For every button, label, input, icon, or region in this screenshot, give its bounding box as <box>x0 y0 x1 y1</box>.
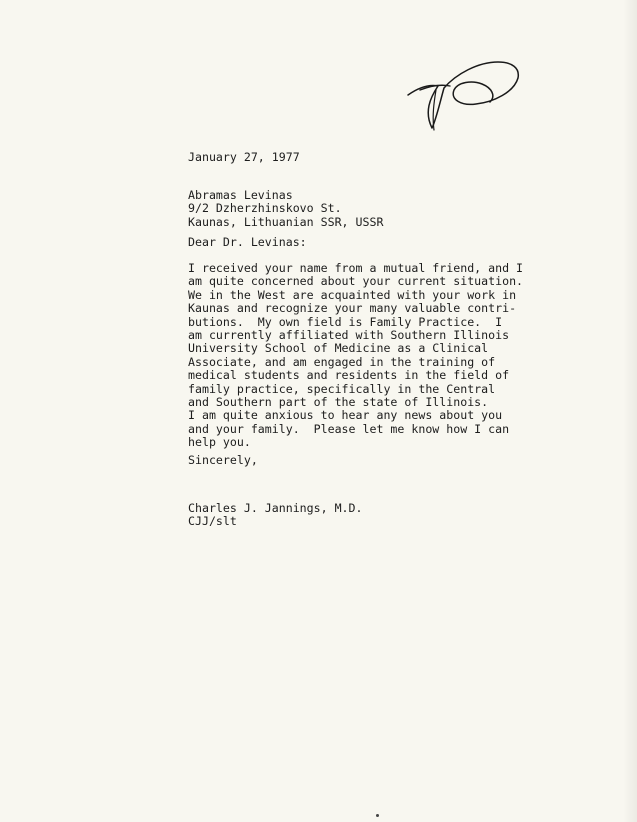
body-line: family practice, specifically in the Central <box>188 381 496 396</box>
body-line: am quite concerned about your current situation. <box>188 274 524 289</box>
handwritten-mark <box>400 50 525 140</box>
recipient-city: Kaunas, Lithuanian SSR, USSR <box>188 214 384 229</box>
typist-initials: CJJ/slt <box>188 514 237 529</box>
body-line: I received your name from a mutual friend, and I <box>188 261 524 275</box>
body-line: am currently affiliated with Southern Illinois <box>188 328 510 343</box>
recipient-name: Abramas Levinas <box>188 188 293 202</box>
body-line: University School of Medicine as a Clinical <box>188 341 489 356</box>
letter-date: January 27, 1977 <box>188 150 300 164</box>
body-line: Kaunas and recognize your many valuable contri- <box>188 301 517 316</box>
closing: Sincerely, <box>188 453 258 467</box>
body-line: and your family. Please let me know how I can <box>188 421 510 436</box>
body-line: Associate, and am engaged in the training of <box>188 354 496 369</box>
body-line: We in the West are acquainted with your work in <box>188 287 517 302</box>
recipient-address <box>188 189 383 229</box>
body-line: I am quite anxious to hear any news about you <box>188 408 503 423</box>
signature-name: Charles J. Jannings, M.D. <box>188 501 363 515</box>
body-line: butions. My own field is Family Practice. I <box>188 314 503 329</box>
recipient-street: 9/2 Dzherzhinskovo St. <box>188 201 342 216</box>
paper-speck <box>376 814 379 817</box>
page-edge-shadow <box>623 0 637 822</box>
letter-body <box>188 262 523 450</box>
signature-block <box>188 502 363 529</box>
body-line: medical students and residents in the field of <box>188 368 510 383</box>
salutation: Dear Dr. Levinas: <box>188 235 307 249</box>
body-line: help you. <box>188 435 251 450</box>
body-line: and Southern part of the state of Illinois. <box>188 395 489 410</box>
